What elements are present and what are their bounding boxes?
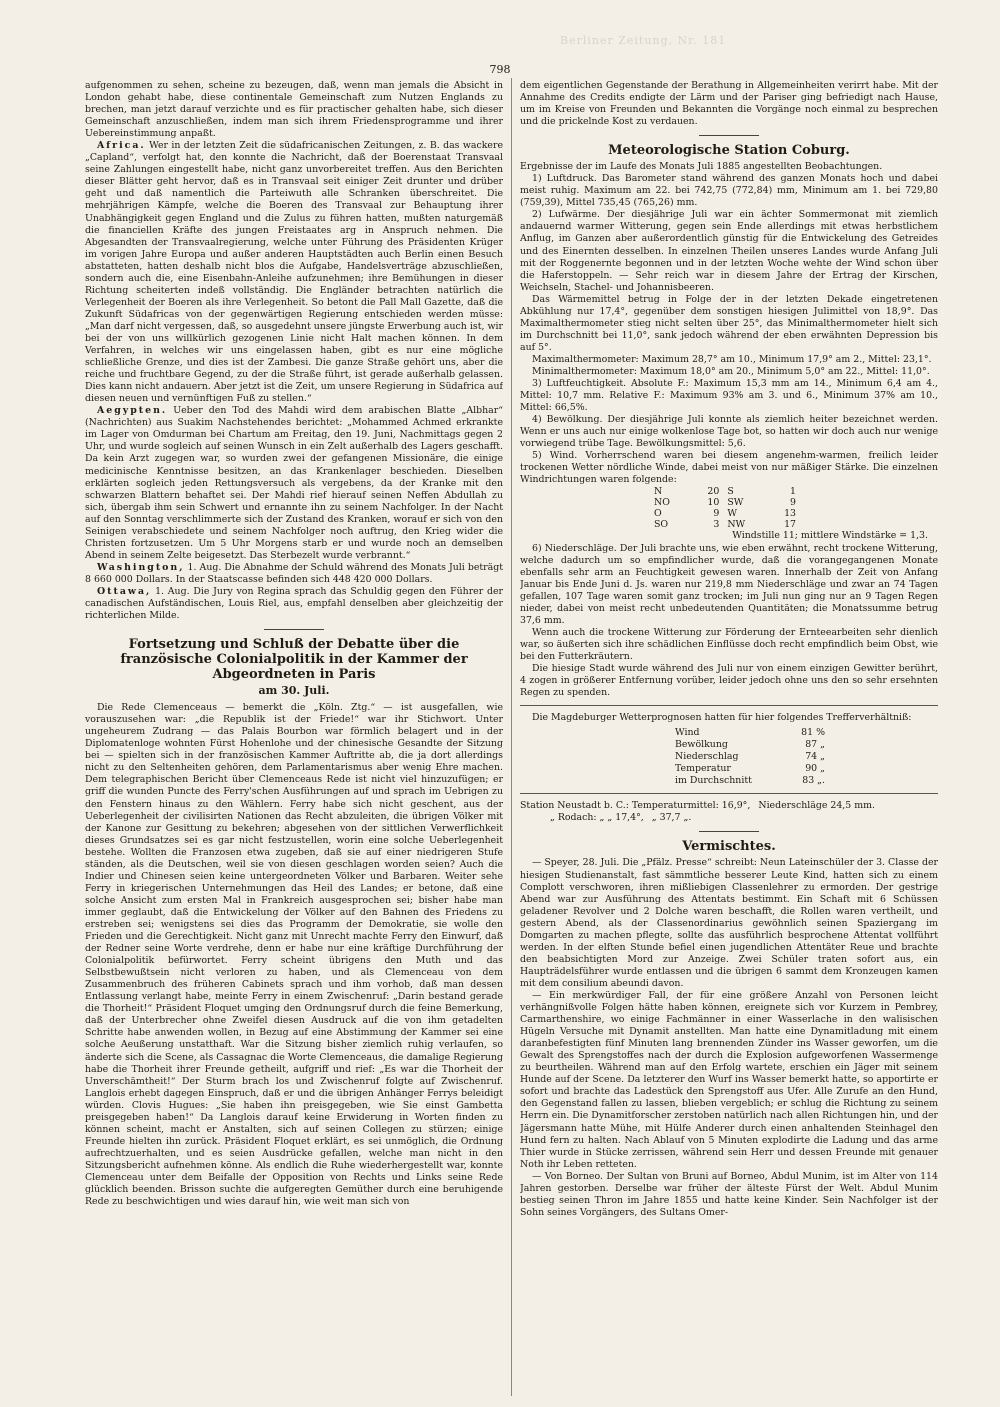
washington-article: [85, 562, 503, 586]
station-rodach: „ Rodach: „ „ 17,4°, „ 37,7 „.: [550, 812, 692, 824]
column-rule: [511, 78, 512, 1396]
africa-article: [85, 140, 503, 405]
washington-text: 1. Aug. Die Abnahme der Schuld während des Monats Juli beträgt 8 660 000 Dollars. In der Staatscasse befinden sich 448 420 000 Dollars.: [85, 561, 503, 585]
meteo-temperature: 2) Lufwärme. Der diesjährige Juli war ein ächter Sommermonat mit ziemlich andauernd warmer Witterung, gegen sein Ende allerdings mit etwas herbstlichem Anflug, im Ganzen aber außerordentlich günstig für die Entwickelung des Getreides und des Einernten desselben. In einzelnen Theilen unseres Landes wurde Anfang Juli mit der Roggenernte begonnen und in der letzten Woche wehte der Wind schon über die Haferstoppeln. — Sehr reich war in diesem Jahre der Ertrag der Kirschen, Weichseln, Stachel- und Johannisbeeren.: [520, 209, 938, 293]
faded-header: Berliner Zeitung, Nr. 181: [560, 34, 727, 47]
meteo-max-thermometer: Maximalthermometer: Maximum 28,7° am 10., Minimum 17,9° am 2., Mittel: 23,1°.: [532, 353, 932, 365]
debate-title: Fortsetzung und Schluß der Debatte über die französische Colonialpolitik in der Kammer der Abgeordneten in Paris: [120, 637, 468, 683]
meteo-title: Meteorologische Station Coburg.: [608, 143, 850, 159]
separator: [699, 135, 759, 136]
table-row: SO 3 NW 17: [654, 519, 796, 531]
egypt-heading: Aegypten.: [97, 405, 168, 417]
list-item: Bewölkung 87 „: [675, 739, 825, 751]
list-item: Temperatur 90 „: [675, 763, 825, 775]
washington-heading: Washington,: [97, 561, 185, 573]
meteo-temperature-mean: Das Wärmemittel betrug in Folge der in der letzten Dekade eingetretenen Abkühlung nur 17,4°, gegenüber dem sonstigen hiesigen Julimittel von 18,9°. Das Maximalthermometer stieg nicht selten über 25°, das Minimalthermometer hielt sich im Durchschnitt bei 11,0°, sank jedoch während der eben erwähnten Depression bis auf 5°.: [520, 293, 938, 353]
debate-date: am 30. Juli.: [258, 684, 330, 698]
list-item: Wind 81 %: [675, 727, 825, 739]
africa-heading: Africa.: [97, 140, 146, 152]
wind-note: Windstille 11; mittlere Windstärke = 1,3.: [732, 530, 928, 542]
left-column: [85, 80, 503, 1395]
egypt-text: Ueber den Tod des Mahdi wird dem arabischen Blatte „Albhar“ (Nachrichten) aus Suakim Nachstehendes berichtet: „Mohammed Achmed erkrankte im Lager von Omdurman bei Chartum am Freitag, den 19. Juni, Nachmittags gegen 2 Uhr, und wurde sogleich auf seinen Wunsch in ein Zelt außerhalb des Lagers geschafft. Da kein Arzt zugegen war, so wurden zwei der gefangenen Missionäre, die einige medicinische Kenntnisse besitzen, an das Krankenlager beschieden. Dieselben erklärten sogleich jeden Rettungsversuch als vergebens, da der Kranke mit den schwarzen Blattern behaftet sei. Der Mahdi rief hierauf seinen Neffen Abdullah zu sich, übergab ihm sein Schwert und ernannte ihn zu seinem Nachfolger. In der Nacht auf den Sonntag verschlimmerte sich der Zustand des Kranken, worauf er sich von den Seinigen verabschiedete und seinem Nachfolger noch auftrug, den Krieg wider die Christen fortzusetzen. Um 5 Uhr Morgens starb er und wurde noch an demselben Abend in seinem Zelte beigesetzt. Das Sterbezelt wurde verbrannt.“: [85, 405, 503, 561]
ottawa-article: [85, 586, 503, 622]
divider: [520, 793, 938, 794]
page-number: 798: [489, 63, 511, 76]
meteo-intro: Ergebnisse der im Laufe des Monats Juli 1885 angestellten Beobachtungen.: [520, 161, 883, 173]
meteo-precipitation: 6) Niederschläge. Der Juli brachte uns, wie eben erwähnt, recht trockene Witterung, welche dadurch um so empfindlicher wurde, daß die vorangegangenen Monate ebenfalls sehr arm an Feuchtigkeit gewesen waren. Innerhalb der Zeit von Anfang Januar bis Ende Juni d. Js. waren nur 219,8 mm Niederschläge und zwar an 74 Tagen gefallen, 107 Tage waren somit ganz trocken; im Juli nun ging nur an 9 Tagen Regen nieder, dabei von meist recht unbedeutenden Quantitäten; die Monatssumme betrug 37,6 mm.: [520, 542, 938, 626]
wind-table: [650, 486, 800, 530]
station-neustadt: Station Neustadt b. C.: Temperaturmittel: 16,9°, Niederschläge 24,5 mm.: [520, 800, 875, 812]
misc-borneo: — Von Borneo. Der Sultan von Bruni auf Borneo, Abdul Munim, ist im Alter von 114 Jahren gestorben. Derselbe war früher der älteste Fürst der Welt. Abdul Munim bestieg seinen Thron im Jahre 1855 und hatte keine Kinder. Sein Nachfolger ist der Sohn seines Vorgängers, des Sultans Omer-: [520, 1170, 938, 1218]
meteo-pressure: 1) Luftdruck. Das Barometer stand während des ganzen Monats hoch und dabei meist ruhig. Maximum am 22. bei 742,75 (772,84) mm, Minimum am 1. bei 729,80 (759,39), Mittel 735,45 (765,26) mm.: [520, 173, 938, 209]
meteo-precipitation-effect: Wenn auch die trockene Witterung zur Förderung der Ernteearbeiten sehr dienlich war, so äußerten sich ihre schädlichen Einflüsse doch recht empfindlich beim Obst, wie bei den Futterkräutern.: [520, 626, 938, 662]
list-item: Niederschlag 74 „: [675, 751, 825, 763]
meteo-min-thermometer: Minimalthermometer: Maximum 18,0° am 20., Minimum 5,0° am 22., Mittel: 11,0°.: [532, 365, 930, 377]
misc-title: Vermischtes.: [682, 839, 776, 855]
africa-text: Wer in der letzten Zeit die südafricanischen Zeitungen, z. B. das wackere „Capland“, verfolgt hat, den konnte die Nachricht, daß der Boerenstaat Transvaal seine Zahlungen eingestellt habe, nicht ganz unvorbereitet treffen. Aus den Berichten dieser Blätter geht hervor, daß es in Transvaal seit einiger Zeit drunter und drüber geht und daß namentlich die Parteiwuth alle Schranken überschreitet. Die mehrjährigen Kämpfe, welche die Boeren des Transvaal zur Behauptung ihrer Unabhängigkeit gegen England und die Zulus zu führen hatten, mußten naturgemäß die financiellen Kräfte des jungen Freistaates arg in Anspruch nehmen. Die Abgesandten der Transvaalregierung, welche unter Führung des Präsidenten Krüger im vorigen Jahre Europa und außer anderen Hauptstädten auch Berlin einen Besuch abstatteten, hatten deshalb nicht blos die Aufgabe, Handelsverträge abzuschließen, sondern auch die, eine Eisenbahn-Anleihe aufzunehmen; ihre Bemühungen in dieser Richtung scheiterten indeß vollständig. Die Engländer betrachten natürlich die Verlegenheit der Boeren als ihre Verlegenheit. So betont die Pall Mall Gazette, daß die Zukunft Südafricas von der gegenwärtigen Regierung entschieden werden müsse: „Man darf nicht vergessen, daß, so ausgedehnt unsere jüngste Erwerbung auch ist, wir bei der von uns willkürlich gezogenen Linie nicht Halt machen können. In dem Verfahren, in welches wir uns eingelassen haben, gibt es nur eine mögliche schließliche Grenze, und dies ist der Zambesi. Die ganze Straße gehört uns, aber die reiche und fruchtbare Gegend, zu der die Straße führt, ist gerade außerhalb gelassen. Dies kann nicht andauern. Aber jetzt ist die Zeit, um unsere Regierung in Südafrica auf diesen neuen und vernünftigen Fuß zu stellen.“: [85, 140, 503, 405]
meteo-wind: 5) Wind. Vorherrschend waren bei diesem angenehm-warmen, freilich leider trockenen Wetter nördliche Winde, dabei meist von nur mäßiger Stärke. Die einzelnen Windrichtungen waren folgende:: [520, 450, 938, 486]
debate-text: Die Rede Clemenceaus — bemerkt die „Köln. Ztg.“ — ist ausgefallen, wie vorauszusehen war: „die Republik ist der Friede!“ war ihr Stichwort. Unter ungeheurem Zudrang — das Palais Bourbon war förmlich belagert und in der Diplomatenloge wohnten Fürst Hohenlohe und der chinesische Gesandte der Sitzung bei — spielten sich in der französischen Kammer Auftritte ab, die ja dort allerdings nicht zu den Seltenheiten gehören, dem Parlamentarismus aber wenig Ehre machen. Dem telegraphischen Bericht über Clemenceaus Rede ist nicht viel hinzuzufügen; er griff die wunden Puncte des Ferry'schen Ausführungen auf und sprach im Uebrigen zu den Fenstern hinaus zu den Wählern. Ferry habe sich nicht geschent, aus der Ueberlegenheit der civilisirten Nationen das Recht abzuleiten, die übrigen Völker mit der Kanone zur Gesittung zu bekehren; abgesehen von der sittlichen Verwerflichkeit dieses Grundsatzes sei es gar nicht festzustellen, worin eine solche Ueberlegenheit bestehe. Wollten die Franzosen etwa zugeben, daß sie auf einer niedrigeren Stufe ständen, als die Deutschen, weil sie von diesen geschlagen worden seien? Auch die Indier und Chinesen seien keine untergeordneten Völker und Barbaren. Weiter sehe Ferry in kriegerischen Unternehmungen das Heil des Landes; er betone, daß eine solche Ansicht zum ersten Mal in Frankreich ausgesprochen sei; bisher habe man immer geglaubt, daß die Entwickelung der Völker auf den Bahnen des Friedens zu erstreben sei; wenigstens sei dies das Programm der Demokratie, sie wolle den Frieden und die Gerechtigkeit. Nicht ganz mit Unrecht machte Ferry den Einwurf, daß der Redner seine Worte verdrehe, denn er habe nur eine kräftige Durchführung der Colonialpolitik befürwortet. Ferry scheint übrigens den Muth und das Selbstbewußtsein nicht verloren zu haben, und als Clemenceau von dem Zusammenbruch des früheren Cabinets sprach und ihm vorhob, daß man dessen Entlassung verlangt habe, meinte Ferry in einem Zwischenruf: „Darin bestand gerade die Thorheit!“ Präsident Floquet umging den Ordnungsruf durch die feine Bemerkung, daß der Unterbrecher ohne Zweifel diesen Ausdruck auf die von ihm getadelten Schritte habe anwenden wollen, in Bezug auf eine Abstimmung der Kammer sei eine solche Aeußerung unstatthaft. War die Sitzung bisher ziemlich ruhig verlaufen, so änderte sich die Scene, als Cassagnac die Worte Clemenceaus, die damalige Regierung habe die Thorheit ihrer Freunde getheilt, aufgriff und rief: „Es war die Thorheit der Unverschämtheit!“ Der Sturm brach los und Zwischenruf folgte auf Zwischenruf. Langlois erhebt dagegen Einspruch, daß er und die übrigen Anhänger Ferrys beleidigt würden. Clovis Hugues: „Sie haben ihn preisgegeben, wie Sie einst Gambetta preisgegeben haben!“ Da Langlois darauf keine Erwiderung in Worten finden zu können scheint, macht er Anstalten, sich auf seinen Collegen zu stürzen; einige Freunde hielten ihn zurück. Präsident Floquet erklärt, es sei unmöglich, die Ordnung aufrechtzuerhalten, und es seien Ausdrücke gefallen, welche man nicht in den Sitzungsbericht aufnehmen könne. Als endlich die Ruhe wiederhergestellt war, konnte Clemenceau unter dem Beifalle der Opposition von Rechts und Links seine Rede glücklich beenden. Brisson suchte die aufgeregten Gemüther durch eine beruhigende Rede zu beschwichtigen und wies darauf hin, wie weit man sich von: [85, 702, 503, 1208]
magdeburg-forecast: Die Magdeburger Wetterprognosen hatten für hier folgendes Trefferverhältniß:: [532, 712, 912, 724]
misc-speyer: — Speyer, 28. Juli. Die „Pfälz. Presse“ schreibt: Neun Lateinschüler der 3. Classe der hiesigen Studienanstalt, fast sämmtliche besserer Leute Kind, hatten sich zu einem Complott verschworen, ihren mißliebigen Classenlehrer zu ermorden. Der gestrige Abend war zur Ausführung des Attentats bestimmt. Ein Schaft mit 6 Schüssen geladener Revolver und 2 Dolche waren beschafft, die Rollen waren vertheilt, und gestern Abend, als der Classenordinarius gewöhnlich seinen Spaziergang im Domgarten zu machen pflegte, sollte das ausführlich besprochene Attentat vollführt werden. In der elften Stunde befiel einen jugendlichen Attentäter Reue und brachte den beabsichtigten Mord zur Anzeige. Zwei Schüler traten sofort aus, ein Haupträdelsführer wurde entlassen und die übrigen 6 sammt dem Kronzeugen kamen mit dem consilium abeundi davon.: [520, 857, 938, 989]
divider: [520, 705, 938, 706]
table-row: N 20 S 1: [654, 486, 796, 498]
meteo-cloudiness: 4) Bewölkung. Der diesjährige Juli konnte als ziemlich heiter bezeichnet werden. Wenn er uns auch nur einige wolkenlose Tage bot, so hatten wir doch auch nur wenige vorwiegend trübe Tage. Bewölkungsmittel: 5,6.: [520, 414, 938, 450]
list-item: im Durchschnitt 83 „.: [675, 775, 825, 787]
forecast-hits: [675, 727, 825, 787]
separator: [264, 629, 324, 630]
right-column: [520, 80, 938, 1395]
separator: [699, 831, 759, 832]
egypt-article: [85, 405, 503, 562]
article-continuation: aufgenommen zu sehen, scheine zu bezeugen, daß, wenn man jemals die Absicht in London gehabt habe, diese continentale Gemeinschaft zum Nutzen Englands zu brechen, man jetzt darauf verzichte und es für practischer gehalten habe, sich dieser Gemeinschaft anzuschließen, indem man sich ihrem Friedensprogramme und ihrer Uebereinstimmung anpaßt.: [85, 80, 503, 140]
ottawa-text: 1. Aug. Die Jury von Regina sprach das Schuldig gegen den Führer der canadischen Aufständischen, Louis Riel, aus, empfahl denselben aber gleichzeitig der richterlichen Milde.: [85, 585, 503, 622]
table-row: NO 10 SW 9: [654, 497, 796, 509]
debate-continuation: dem eigentlichen Gegenstande der Berathung in Allgemeinheiten verirrt habe. Mit der Annahme des Credits endigte der Lärm und der Pariser ging befriedigt nach Hause, um im Kreise von Freunden und Bekannten die Vorgänge noch einmal zu besprechen und die prickelnde Kost zu verdauen.: [520, 80, 938, 128]
meteo-humidity: 3) Luftfeuchtigkeit. Absolute F.: Maximum 15,3 mm am 14., Minimum 6,4 am 4., Mittel: 10,7 mm. Relative F.: Maximum 93% am 3. und 6., Minimum 37% am 10., Mittel: 66,5%.: [520, 378, 938, 414]
meteo-thunderstorm: Die hiesige Stadt wurde während des Juli nur von einem einzigen Gewitter berührt, 4 zogen in größerer Entfernung vorüber, leider jedoch ohne uns den so sehr ersehnten Regen zu spenden.: [520, 662, 938, 699]
table-row: O 9 W 13: [654, 508, 796, 520]
ottawa-heading: Ottawa,: [97, 585, 152, 597]
misc-pembrey: — Ein merkwürdiger Fall, der für eine größere Anzahl von Personen leicht verhängnißvolle Folgen hätte haben können, ereignete sich vor Kurzem in Pembrey, Carmarthenshire, wo einige Fachmänner in einer Wasserlache in den walisischen Hügeln Versuche mit Dynamit anstellten. Man hatte eine Dynamitladung mit einem daranbefestigten fünf Minuten lang brennenden Zünder ins Wasser geworfen, um die Gewalt des Sprengstoffes nach der durch die Explosion aufgeworfenen Wassermenge zu beurtheilen. Während man auf den Erfolg wartete, erschien ein Jäger mit seinem Hunde auf der Scene. Da letzterer den Wurf ins Wasser bemerkt hatte, so apportirte er sofort und brachte das Ladestück den Sprengstoff aus Ufer. Alle Zurufe an den Hund, den Gegenstand fallen zu lassen, blieben vergeblich; er schlug die Richtung zu seinem Herrn ein. Die Dynamitforscher zerstoben natürlich nach allen Richtungen hin, und der Jägersmann hatte Mühe, mit Hülfe Anderer durch einen anhaltenden Steinhagel den Hund fern zu halten. Nach Ablauf von 5 Minuten explodirte die Ladung und das arme Thier wurde in Stücke zerrissen, während sein Herr und dessen Freunde mit genauer Noth ihr Leben retteten.: [520, 990, 938, 1170]
